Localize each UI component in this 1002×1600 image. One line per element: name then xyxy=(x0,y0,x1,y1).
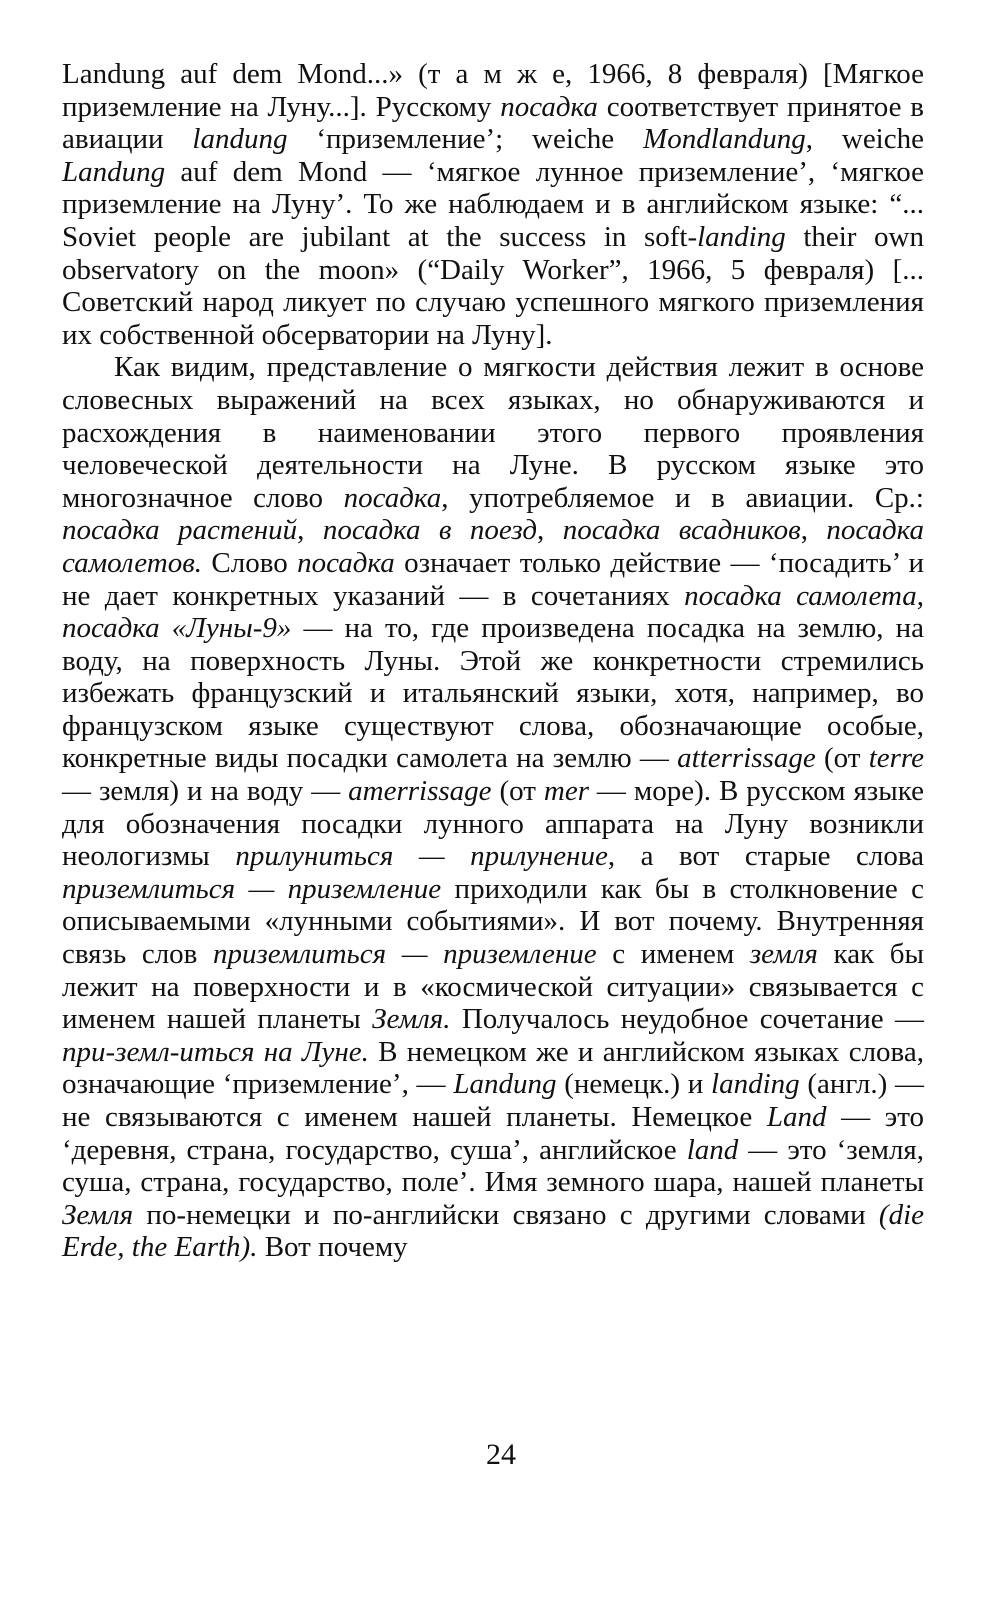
text-run: (англ.) — не связываются с именем нашей планеты. Немецкое xyxy=(62,1068,924,1133)
text-run: соответствует принятое в авиации xyxy=(62,90,924,156)
italic-term: приземлиться — приземление xyxy=(212,938,597,971)
italic-term: посадка в поезд xyxy=(322,514,537,547)
text-run: с именем xyxy=(596,938,750,971)
text-run: — на то, где произведена посадка на землю, на воду, на поверхность Луны. Этой же конкретности стремились избежать французский и итальянский языки, хотя, например, во французском языке существуют слова, обозначающие особые, конкретные виды посадки самолета на землю — xyxy=(62,612,924,775)
text-run: Как видим, представление о мягкости действия лежит в основе словесных выражений на всех языках, но обнаруживаются и расхождения в наименовании этого первого проявления человеческой деятельности на Луне. В русском языке это многозначное слово xyxy=(62,351,924,514)
text-run: по-немецки и по-английски связано с другими словами xyxy=(133,1198,879,1231)
text-run: Слово xyxy=(202,546,298,579)
italic-term: посадка самолета xyxy=(684,579,917,612)
italic-term: land xyxy=(686,1133,739,1166)
italic-term: landung xyxy=(192,123,288,156)
page-number: 24 xyxy=(486,1438,516,1471)
italic-term: посадка самолетов. xyxy=(62,514,925,579)
italic-term: при-земл-иться на Луне. xyxy=(62,1035,369,1068)
text-run: (от xyxy=(815,742,869,775)
paragraph-1 xyxy=(62,58,924,351)
italic-term: Land xyxy=(766,1101,827,1133)
text-run: В немецком же и английском языках слова, означающие ‘приземление’, — xyxy=(62,1035,924,1101)
text-run: — это ‘деревня, страна, государство, суша’, английское xyxy=(62,1101,924,1166)
text-run: auf dem Mond — ‘мягкое лунное приземление’, ‘мягкое приземление на Луну’. То же наблюдаем и в английском языке: “... Soviet people are jubilant at the success in soft- xyxy=(62,155,924,253)
text-run: , xyxy=(297,514,323,547)
text-run: , употребляемое и в авиации. Ср.: xyxy=(441,481,924,514)
italic-term: mer xyxy=(543,775,589,808)
text-run: Получалось неудобное сочетание — xyxy=(450,1003,924,1036)
italic-term: terre xyxy=(868,742,924,775)
italic-term: прилуниться — прилунение xyxy=(235,840,608,873)
italic-term: земля xyxy=(749,938,818,971)
italic-term: посадка xyxy=(500,90,598,123)
italic-term: посадка «Луны-9» xyxy=(62,612,292,645)
italic-term: посадка xyxy=(297,546,395,579)
italic-term: Landung xyxy=(453,1068,557,1101)
paragraph-2 xyxy=(62,351,924,1264)
text-run: как бы лежит на поверхности и в «космической ситуации» связывается с именем нашей планеты xyxy=(62,938,925,1036)
text-run: приходили как бы в столкновение с описываемыми «лунными событиями». И вот почему. Внутренняя связь слов xyxy=(62,872,924,971)
page-body xyxy=(62,58,924,1264)
italic-term: посадка всадников xyxy=(562,514,801,547)
italic-term: посадка растений xyxy=(62,514,298,547)
text-run: (от xyxy=(491,775,544,808)
text-run: (немецк.) и xyxy=(556,1068,712,1101)
text-run: their own observatory on the moon» (“Daily Worker”, 1966, 5 февраля) [... Советский народ ликует по случаю успешного мягкого приземления их собственной обсерватории на Луну]. xyxy=(62,220,924,351)
italic-term: landing xyxy=(711,1068,800,1101)
italic-term: amerrissage xyxy=(348,775,492,808)
text-run: , а вот старые слова xyxy=(607,840,925,873)
text-run: , xyxy=(537,514,563,547)
text-run: означает только действие — ‘посадить’ и не дает конкретных указаний — в сочетаниях xyxy=(62,546,924,612)
italic-term: Landung xyxy=(62,155,166,188)
italic-term: Земля. xyxy=(372,1003,451,1036)
text-run: ‘приземление’; weiche xyxy=(287,123,644,156)
text-run: — это ‘земля, суша, страна, государство, поле’. Имя земного шара, нашей планеты xyxy=(62,1133,925,1199)
italic-term: приземлиться — приземление xyxy=(62,872,442,905)
italic-term: (die Erde, the Earth). xyxy=(62,1198,924,1264)
text-run: , xyxy=(916,579,924,612)
italic-term: landing xyxy=(697,220,786,253)
italic-term: atterrissage xyxy=(677,742,816,775)
text-run: , weiche xyxy=(805,123,924,156)
text-run: , xyxy=(800,514,827,547)
text-run: — земля) и на воду — xyxy=(62,775,349,808)
italic-term: Mondlandung xyxy=(643,123,806,156)
text-run: Вот почему xyxy=(257,1231,408,1264)
text-run: Landung auf dem Mond...» (т а м ж е, 1966, 8 февраля) [Мягкое приземление на Луну...]. Русскому xyxy=(62,58,924,123)
italic-term: Земля xyxy=(62,1198,134,1231)
italic-term: посадка xyxy=(343,481,442,514)
text-run: — море). В русском языке для обозначения посадки лунного аппарата на Луну возникли неологизмы xyxy=(62,775,924,873)
